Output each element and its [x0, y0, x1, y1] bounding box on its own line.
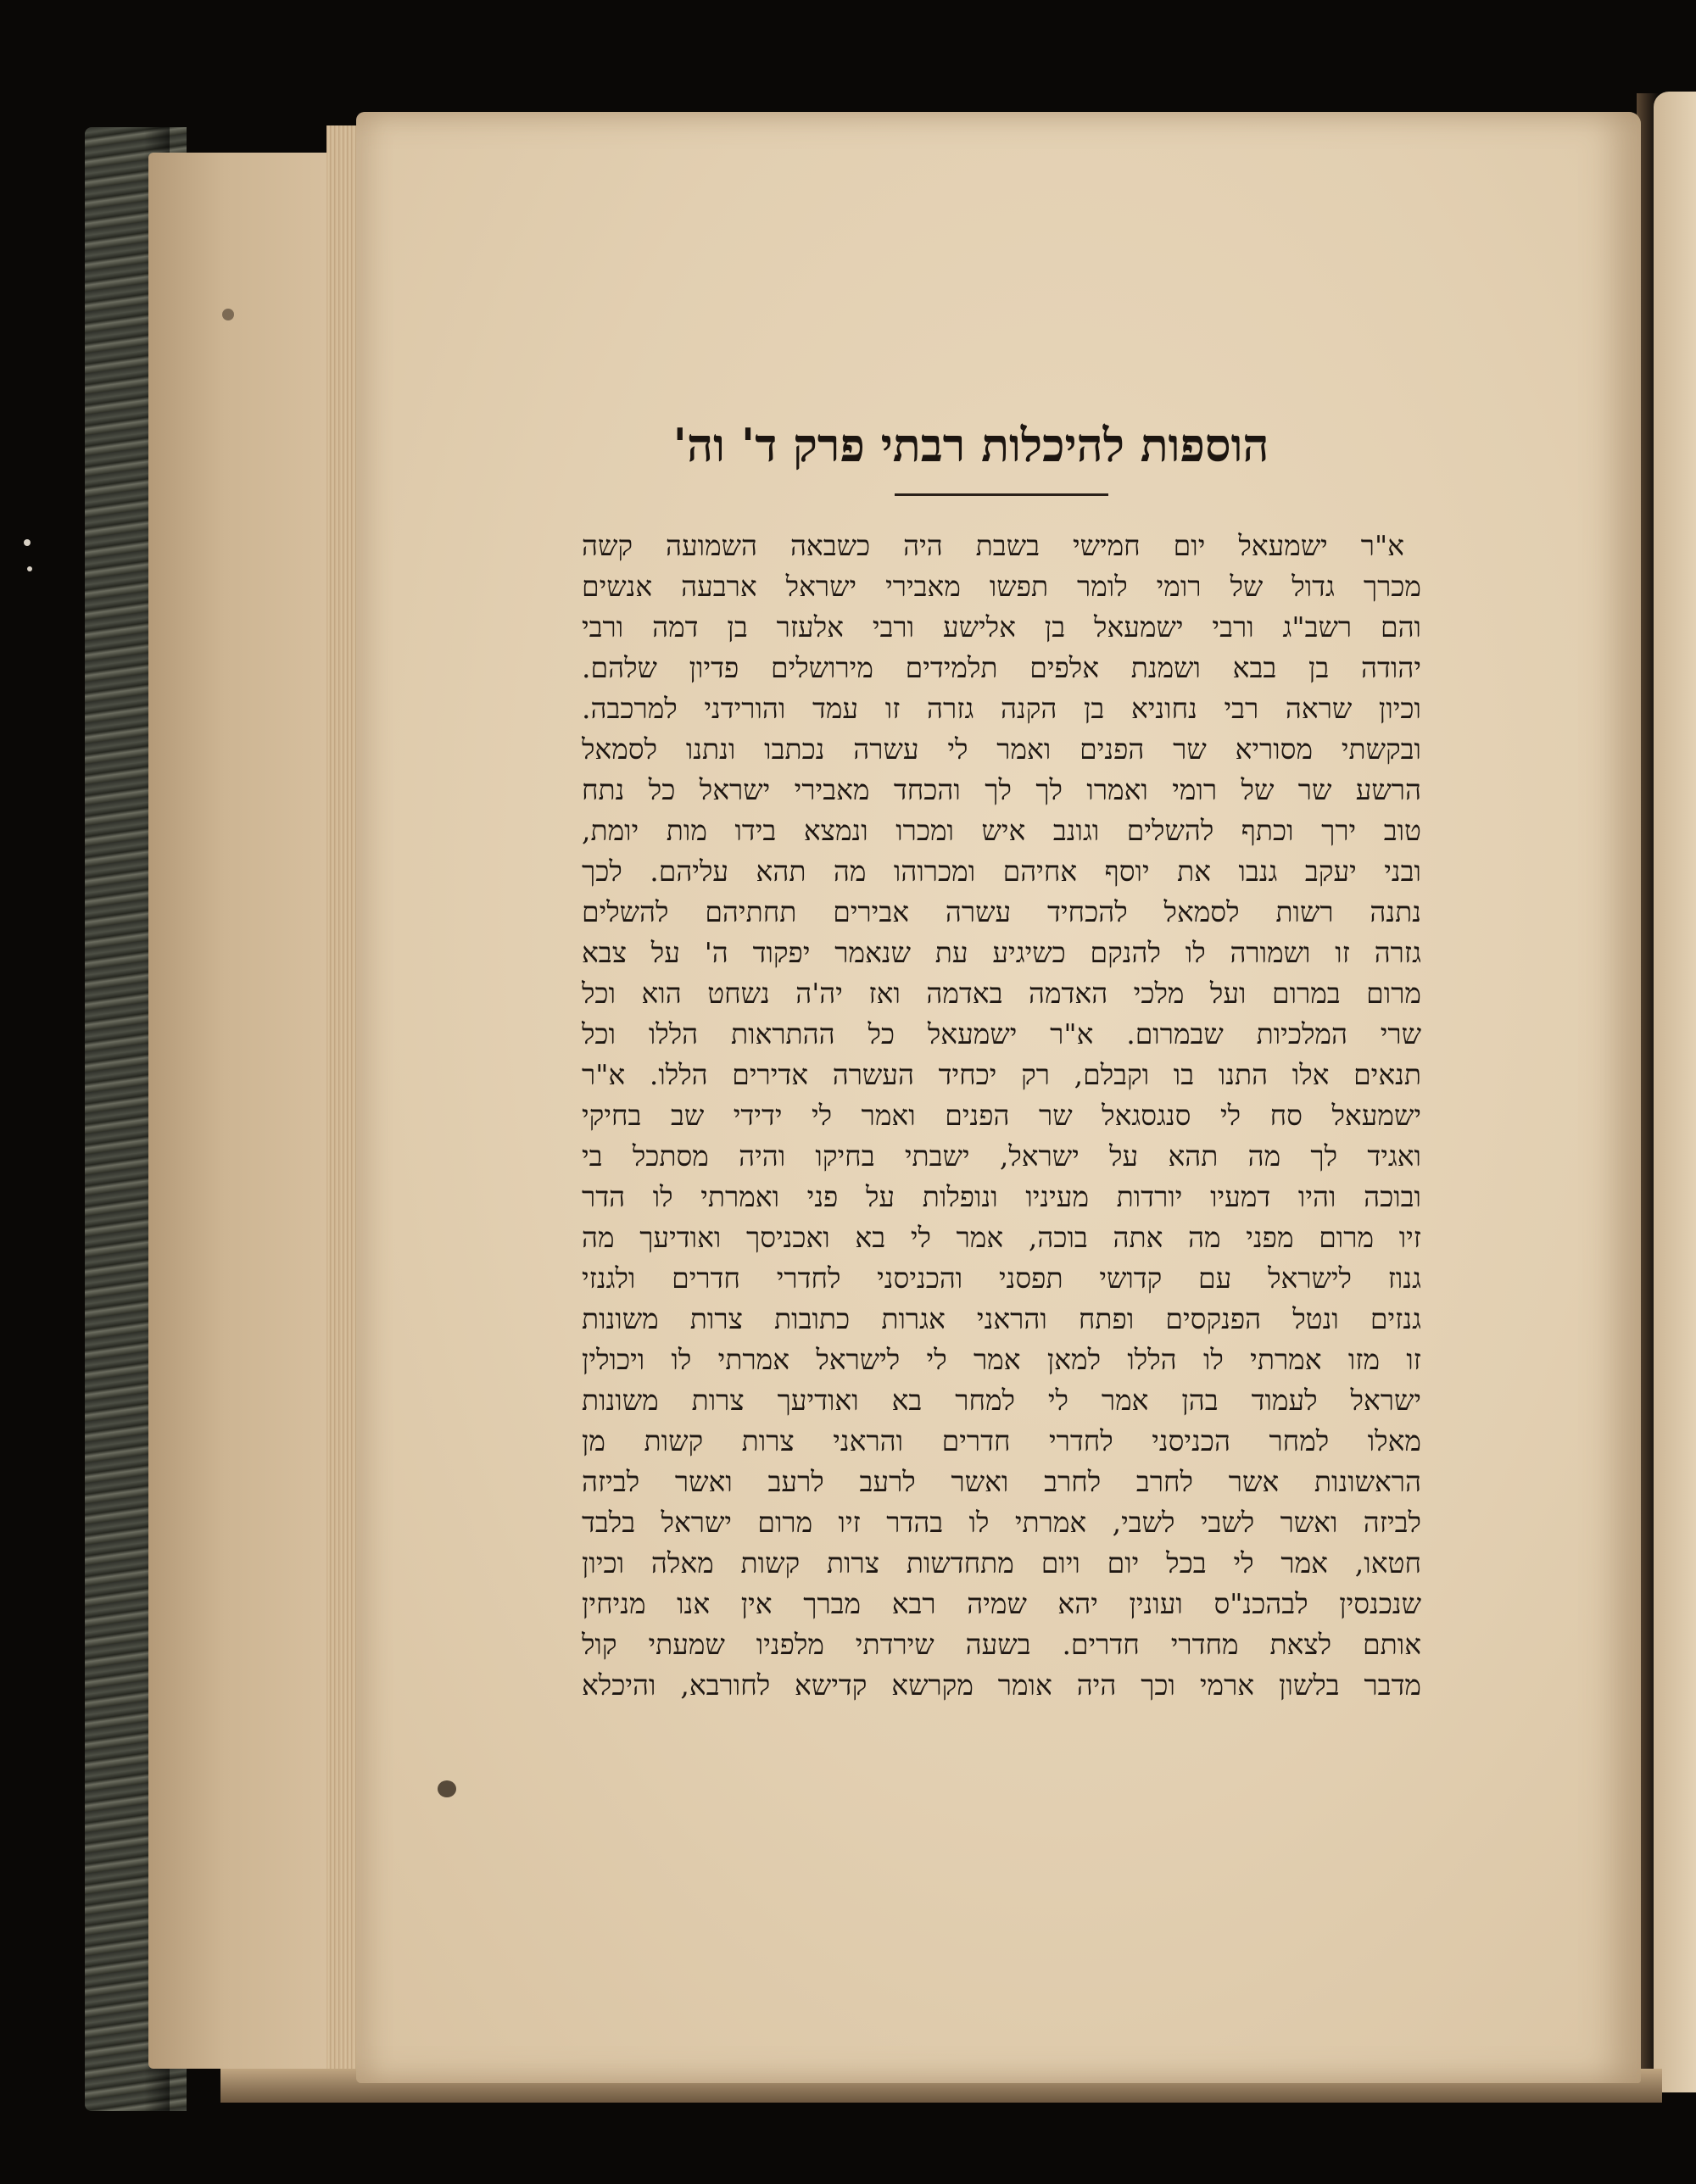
- title-rule: [895, 493, 1108, 496]
- text-line: שנכנסין לבהכנ"ס ועונין יהא שמיה רבא מברך אין אנו מניחין: [582, 1587, 1421, 1620]
- text-line: זיו מרום מפני מה אתה בוכה, אמר לי בא ואכניסך ואודיעך מה: [582, 1221, 1421, 1254]
- text-line: ובני יעקב גנבו את יוסף אחיהם ומכרוהו מה תהא עליהם. לכך: [582, 855, 1421, 888]
- text-line: גנוז לישראל עם קדושי תפסני והכניסני לחדרי חדרים ולגנזי: [582, 1262, 1421, 1295]
- text-line: ישמעאל סח לי סנגסגאל שר הפנים ואמר לי ידידי שב בחיקי: [582, 1099, 1421, 1132]
- dust-speck: [24, 539, 31, 546]
- ink-speck: [438, 1780, 456, 1797]
- chapter-title: הוספות להיכלות רבתי פרק ד' וה': [672, 418, 1269, 472]
- next-page-edge: [1654, 92, 1696, 2092]
- text-line: אותם לצאת מחדרי חדרים. בשעה שירדתי מלפניו שמעתי קול: [582, 1628, 1421, 1661]
- text-line: הראשונות אשר לחרב לחרב ואשר לרעב לרעב ואשר לביזה: [582, 1465, 1421, 1498]
- text-line: ובוכה והיו דמעיו יורדות מעיניו ונופלות על פני ואמרתי לו הדר: [582, 1180, 1421, 1213]
- text-line: הרשע שר של רומי ואמרו לך לך והכחד מאבירי ישראל כל נתח: [582, 773, 1421, 806]
- dust-speck: [27, 566, 32, 571]
- text-line: חטאו, אמר לי בכל יום ויום מתחדשות צרות קשות מאלה וכיון: [582, 1546, 1421, 1580]
- text-line: מרום במרום ועל מלכי האדמה באדמה ואז יה'ה נשחט הוא וכל: [582, 977, 1421, 1010]
- text-line: יהודה בן בבא ושמנת אלפים תלמידים מירושלים פדיון שלהם.: [582, 651, 1421, 684]
- text-line: טוב ירך וכתף להשלים וגונב איש ומכרו ונמצא בידו מות יומת,: [582, 814, 1421, 847]
- text-line: ובקשתי מסוריא שר הפנים ואמר לי עשרה נכתבו ונתנו לסמאל: [582, 733, 1421, 766]
- text-line: מכרך גדול של רומי לומר תפשו מאבירי ישראל ארבעה אנשים: [582, 570, 1421, 603]
- text-line: זו מזו אמרתי לו הללו למאן אמר לי לישראל אמרתי לו ויכולין: [582, 1343, 1421, 1376]
- text-line: גזרה זו ושמורה לו להנקם כשיגיע עת שנאמר יפקוד ה' על צבא: [582, 936, 1421, 969]
- text-line: גנזים ונטל הפנקסים ופתח והראני אגרות כתובות צרות משונות: [582, 1302, 1421, 1335]
- text-line: ואגיד לך מה תהא על ישראל, ישבתי בחיקו והיה מסתכל בי: [582, 1139, 1421, 1173]
- text-line: והם רשב"ג ורבי ישמעאל בן אלישע ורבי אלעזר בן דמה ורבי: [582, 610, 1421, 644]
- text-line: א"ר ישמעאל יום חמישי בשבת היה כשבאה השמועה קשה: [582, 529, 1404, 562]
- body-text: [582, 526, 1421, 1848]
- text-line: לביזה ואשר לשבי לשבי, אמרתי לו בהדר זיו מרום ישראל בלבד: [582, 1506, 1421, 1539]
- text-line: מדבר בלשון ארמי וכך היה אומר מקרשא קדישא לחורבא, והיכלא: [582, 1669, 1421, 1702]
- ink-speck: [222, 309, 234, 320]
- text-line: תנאים אלו התנו בו וקבלם, רק יכחיד העשרה אדירים הללו. א"ר: [582, 1058, 1421, 1091]
- text-line: שרי המלכיות שבמרום. א"ר ישמעאל כל ההתראות הללו וכל: [582, 1017, 1421, 1050]
- text-line: ישראל לעמוד בהן אמר לי למחר בא ואודיעך צרות משונות: [582, 1384, 1421, 1417]
- text-line: וכיון שראה רבי נחוניא בן הקנה גזרה זו עמד והורידני למרכבה.: [582, 692, 1421, 725]
- text-line: מאלו למחר הכניסני לחדרי חדרים והראני צרות קשות מן: [582, 1424, 1421, 1457]
- text-line: נתנה רשות לסמאל להכחיד עשרה אבירים תחתיהם להשלים: [582, 895, 1421, 928]
